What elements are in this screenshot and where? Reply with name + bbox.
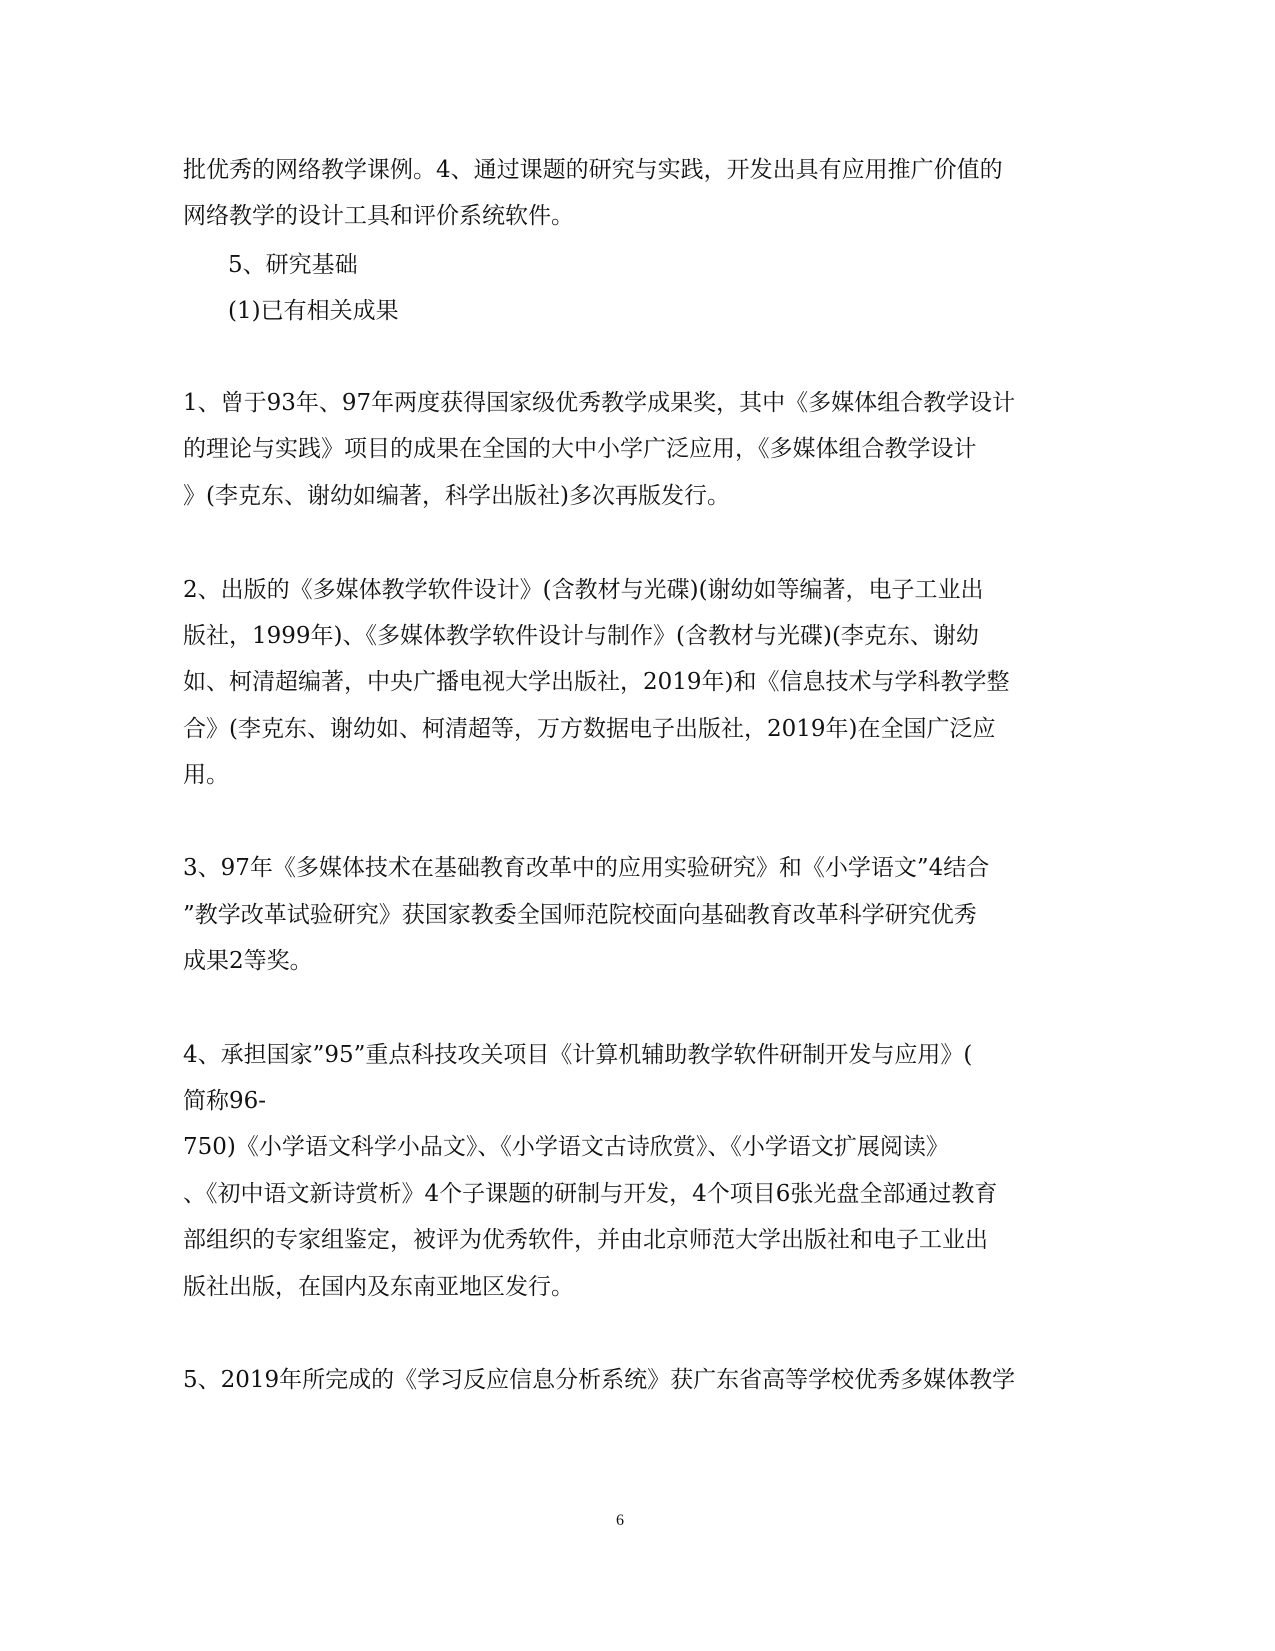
text-line <box>0 433 1275 465</box>
text-line <box>0 620 1275 652</box>
text-line-content: 如、柯清超编著，中央广播电视大学出版社，2019年)和《信息技术与学科教学整 <box>183 669 1010 695</box>
text-line-content: 网络教学的设计工具和评价系统软件。 <box>183 203 574 229</box>
text-line-content: 用。 <box>183 762 229 788</box>
text-line-content: 的理论与实践》项目的成果在全国的大中小学广泛应用，《多媒体组合教学设计 <box>183 436 977 462</box>
text-line-content: 3、97年《多媒体技术在基础教育改革中的应用实验研究》和《小学语文”4结合 <box>183 855 990 881</box>
text-line <box>0 200 1275 232</box>
text-line <box>0 899 1275 931</box>
text-line <box>0 387 1275 419</box>
text-line <box>0 666 1275 698</box>
text-line-content: 简称96- <box>183 1088 267 1114</box>
text-line-content: 、《初中语文新诗赏析》4个子课题的研制与开发，4个项目6张光盘全部通过教育 <box>183 1181 998 1207</box>
text-line-content: 版社出版，在国内及东南亚地区发行。 <box>183 1274 574 1300</box>
text-line-content: ”教学改革试验研究》获国家教委全国师范院校面向基础教育改革科学研究优秀 <box>183 902 977 928</box>
text-line-content: 合》(李克东、谢幼如、柯清超等，万方数据电子出版社，2019年)在全国广泛应 <box>183 716 996 742</box>
text-line-content: (1)已有相关成果 <box>228 298 399 324</box>
section-heading <box>0 249 1275 281</box>
text-line <box>0 480 1275 512</box>
text-line <box>0 1224 1275 1256</box>
text-line-content: 750)《小学语文科学小品文》、《小学语文古诗欣赏》、《小学语文扩展阅读》 <box>183 1134 949 1160</box>
text-line-content: 部组织的专家组鉴定，被评为优秀软件，并由北京师范大学出版社和电子工业出 <box>183 1227 988 1253</box>
text-line-content: 》(李克东、谢幼如编著，科学出版社)多次再版发行。 <box>183 483 730 509</box>
text-line <box>0 852 1275 884</box>
text-line <box>0 574 1275 606</box>
subsection-heading <box>0 295 1275 327</box>
text-line <box>0 1364 1275 1396</box>
text-line <box>0 1085 1275 1117</box>
text-line <box>0 154 1275 186</box>
text-line <box>0 1039 1275 1071</box>
text-line <box>0 1131 1275 1163</box>
page-number: 6 <box>616 1512 624 1529</box>
text-line <box>0 945 1275 977</box>
text-line-content: 4、承担国家”95”重点科技攻关项目《计算机辅助教学软件研制开发与应用》( <box>183 1042 973 1068</box>
text-line <box>0 759 1275 791</box>
text-line-content: 2、出版的《多媒体教学软件设计》(含教材与光碟)(谢幼如等编著，电子工业出 <box>183 577 984 603</box>
text-line-content: 批优秀的网络教学课例。4、通过课题的研究与实践，开发出具有应用推广价值的 <box>183 157 1003 183</box>
text-line-content: 1、曾于93年、97年两度获得国家级优秀教学成果奖，其中《多媒体组合教学设计 <box>183 390 1016 416</box>
text-line <box>0 1271 1275 1303</box>
text-line-content: 版社，1999年)、《多媒体教学软件设计与制作》(含教材与光碟)(李克东、谢幼 <box>183 623 979 649</box>
text-line-content: 5、研究基础 <box>228 252 358 278</box>
text-line <box>0 713 1275 745</box>
text-line-content: 5、2019年所完成的《学习反应信息分析系统》获广东省高等学校优秀多媒体教学 <box>183 1367 1016 1393</box>
text-line <box>0 1178 1275 1210</box>
text-line-content: 成果2等奖。 <box>183 948 313 974</box>
